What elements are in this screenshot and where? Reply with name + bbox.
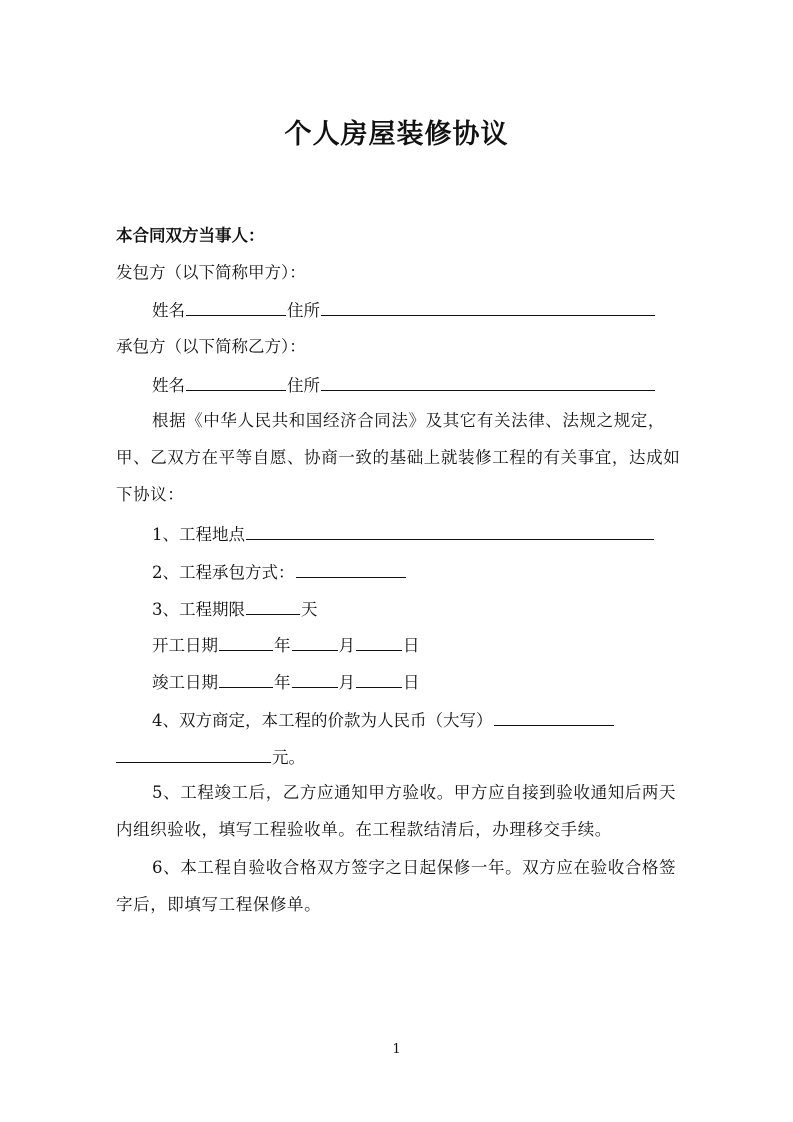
start-day-blank[interactable] [356, 633, 402, 651]
party-b-row [152, 373, 656, 397]
clause-3-row [152, 597, 318, 621]
party-a-label: 发包方（以下简称甲方）： [116, 263, 306, 282]
party-a-name-label: 姓名 [152, 301, 185, 320]
start-date-label: 开工日期 [152, 636, 218, 655]
clause-1-label: 1、工程地点 [152, 525, 245, 544]
clause-1-row [152, 522, 655, 546]
page-title: 个人房屋装修协议 [284, 119, 509, 150]
party-b-name-blank[interactable] [186, 373, 286, 391]
end-date-label: 竣工日期 [152, 673, 218, 692]
end-month-blank[interactable] [292, 670, 338, 688]
clause-4-text: 4、双方商定，本工程的价款为人民币（大写） [152, 711, 493, 730]
end-date-row [152, 670, 420, 694]
clause-2-row [152, 560, 407, 584]
price-unit: 元。 [272, 748, 305, 767]
clause-4-row [152, 708, 615, 732]
end-year-unit: 年 [274, 673, 291, 692]
duration-unit: 天 [301, 600, 318, 619]
end-day-blank[interactable] [356, 670, 402, 688]
start-month-unit: 月 [338, 636, 355, 655]
end-year-blank[interactable] [219, 670, 273, 688]
price-blank-2[interactable] [116, 745, 271, 763]
party-a-address-label: 住所 [287, 301, 320, 320]
party-b-address-label: 住所 [287, 376, 320, 395]
end-day-unit: 日 [403, 673, 420, 692]
clause-6-paragraph: 6、本工程自验收合格双方签字之日起保修一年。双方应在验收合格签字后，即填写工程保修单。 [116, 858, 677, 914]
start-date-row [152, 633, 420, 657]
party-b-address-blank[interactable] [321, 373, 655, 391]
parties-heading: 本合同双方当事人： [116, 226, 265, 245]
party-a-address-blank[interactable] [321, 298, 655, 316]
start-year-unit: 年 [274, 636, 291, 655]
start-year-blank[interactable] [219, 633, 273, 651]
start-month-blank[interactable] [292, 633, 338, 651]
clause-4-continuation [116, 745, 305, 769]
start-day-unit: 日 [403, 636, 420, 655]
duration-blank[interactable] [246, 597, 300, 615]
project-location-blank[interactable] [246, 522, 654, 540]
clause-3-label: 3、工程期限 [152, 600, 245, 619]
clause-2-label: 2、工程承包方式： [152, 563, 295, 582]
party-b-name-label: 姓名 [152, 376, 185, 395]
page-number: 1 [392, 1042, 401, 1057]
end-month-unit: 月 [338, 673, 355, 692]
party-a-row [152, 298, 656, 322]
party-b-label: 承包方（以下简称乙方）： [116, 337, 306, 356]
party-a-name-blank[interactable] [186, 298, 286, 316]
contract-method-blank[interactable] [296, 560, 406, 578]
preamble-paragraph: 根据《中华人民共和国经济合同法》及其它有关法律、法规之规定，甲、乙双方在平等自愿、协商一致的基础上就装修工程的有关事宜，达成如下协议： [116, 411, 681, 504]
clause-5-paragraph: 5、工程竣工后，乙方应通知甲方验收。甲方应自接到验收通知后两天内组织验收，填写工程验收单。在工程款结清后，办理移交手续。 [116, 783, 677, 839]
price-blank-1[interactable] [494, 708, 614, 726]
